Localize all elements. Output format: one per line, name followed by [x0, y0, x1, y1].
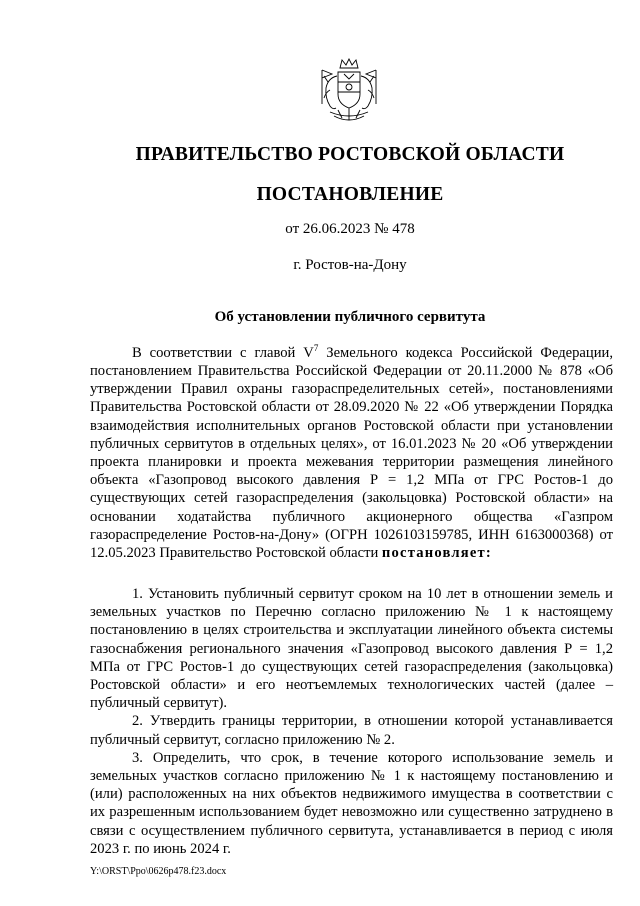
document-subject: Об установлении публичного сервитута	[214, 309, 486, 325]
coat-of-arms-icon	[316, 58, 382, 128]
date-number: от 26.06.2023 № 478	[285, 221, 415, 237]
preamble-superscript: 7	[313, 343, 319, 353]
decree-item-3: 3. Определить, что срок, в течение которого использование земель и земельных участков согласно приложению № 1 к настоящему постановлению и (или) расположенных на них объектов недвижимого имущества в соответствии с их разрешенным использованием будет невозможно или существенно затруднено в связи с осуществлением публичного сервитута, устанавливается в период с июля 2023 г. по июнь 2024 г.	[90, 749, 613, 857]
document-type: ПОСТАНОВЛЕНИЕ	[256, 184, 444, 205]
file-path-footer: Y:\ORST\Ppo\0626p478.f23.docx	[90, 866, 227, 877]
government-title: ПРАВИТЕЛЬСТВО РОСТОВСКОЙ ОБЛАСТИ	[135, 144, 565, 165]
decree-item-1: 1. Установить публичный сервитут сроком на 10 лет в отношении земель и земельных участков по Перечню согласно приложению № 1 к настоящему постановлению в целях строительства и эксплуатации линейного объекта системы газоснабжения регионального значения «Газопровод высокого давления Р = 1,2 МПа от ГРС Ростов-1 до существующих сетей газораспределения (закольцовка) Ростовской области» и его неотъемлемых технологических частей (далее – публичный сервитут).	[90, 586, 613, 712]
preamble-part2: Земельного кодекса Российской Федерации, постановлением Правительства Российской Федерации от 20.11.2000 № 878 «Об утверждении Правил охраны газораспределительных сетей», постановлениями Правительства Ростовской области от 28.09.2020 № 22 «Об утверждении Порядка взаимодействия исполнительных органов Ростовской области при установлении публичных сервитутов в отдельных целях», от 16.01.2023 № 20 «Об утверждении проекта планировки и проекта межевания территории размещения линейного объекта «Газопровод высокого давления Р = 1,2 МПа от ГРС Ростов-1 до существующих сетей газораспределения (закольцовка) Ростовской области» на основании ходатайства публичного акционерного общества «Газпром газораспределение Ростов-на-Дону» (ОГРН 1026103159785, ИНН 6163000368) от 12.05.2023 Правительство Ростовской области	[90, 344, 613, 562]
preamble	[90, 339, 613, 562]
decree-word: постановляет:	[381, 545, 492, 562]
decree-items	[90, 585, 613, 858]
decree-item-2: 2. Утвердить границы территории, в отношении которой устанавливается публичный сервитут, согласно приложению № 2.	[90, 713, 613, 748]
city: г. Ростов-на-Дону	[293, 257, 407, 273]
preamble-part1: В соответствии с главой V	[132, 344, 314, 361]
